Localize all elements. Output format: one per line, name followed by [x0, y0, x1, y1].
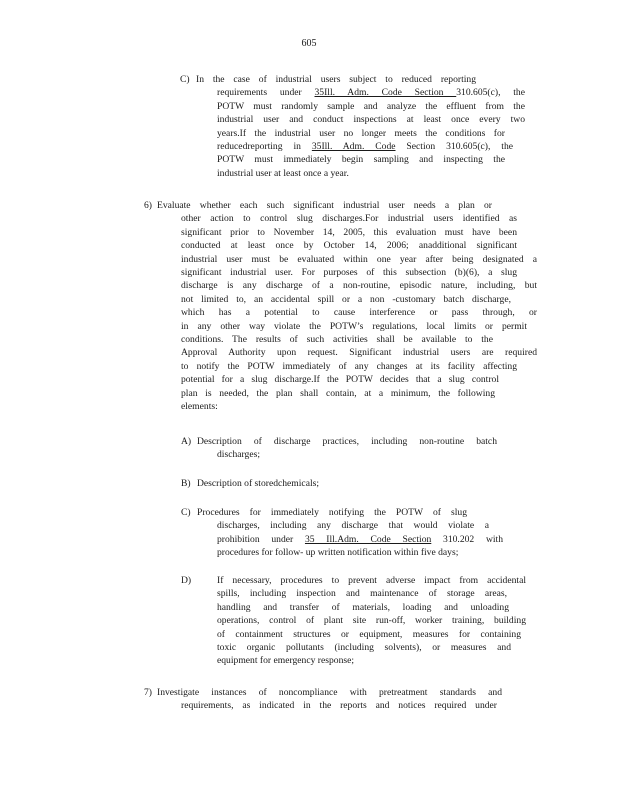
item-d-paragraph	[217, 574, 529, 668]
text-line: In the case of industrial users subject to reduced reporting	[196, 74, 476, 85]
item-7-paragraph	[157, 686, 507, 713]
text-line: requirements under 35Ill. Adm. Code Section 310.605(c), the	[217, 87, 525, 99]
text-line: industrial user must be evaluated within one year after being designated a	[181, 253, 537, 265]
text-line: elements:	[181, 401, 218, 413]
item-b-label: B)	[181, 478, 191, 489]
text-line: to notify the POTW immediately of any changes at its facility affecting	[181, 360, 517, 372]
text-line: procedures for follow- up written notification within five days;	[217, 547, 459, 559]
item-b-paragraph	[197, 477, 507, 490]
text-line: If necessary, procedures to prevent adverse impact from accidental	[217, 575, 526, 586]
text-line: Description of discharge practices, including non-routine batch	[197, 436, 497, 447]
item-d-label: D)	[181, 575, 192, 586]
text-line: prohibition under 35 Ill.Adm. Code Section 310.202 with	[217, 533, 503, 545]
text-line: industrial user at least once a year.	[217, 167, 349, 179]
text-line: reducedreporting in 35Ill. Adm. Code Section 310.605(c), the	[217, 141, 514, 153]
item-7-label: 7)	[144, 687, 152, 698]
code-citation: 35Ill. Adm. Code Section	[314, 87, 457, 99]
text-line: other action to control slug discharges.For industrial users identified as	[181, 213, 517, 225]
text-line: in any other way violate the POTW’s regulations, local limits or permit	[181, 320, 527, 332]
text-line: POTW must immediately begin sampling and inspecting the	[217, 154, 505, 166]
item-c-paragraph	[196, 73, 525, 180]
text-line: discharge is any discharge of a non-routine, episodic nature, including, but	[181, 280, 537, 292]
item-c-label: C)	[180, 74, 190, 85]
text-line: toxic organic pollutants (including solvents), or measures and	[217, 642, 511, 654]
item-6-label: 6)	[144, 200, 152, 211]
text-line: Approval Authority upon request. Significant industrial users are required	[181, 347, 537, 359]
text-line: POTW must randomly sample and analyze the effluent from the	[217, 100, 525, 112]
text-line: equipment for emergency response;	[217, 655, 355, 667]
text-line: significant prior to November 14, 2005, this evaluation must have been	[181, 226, 517, 238]
text-line: requirements, as indicated in the reports and notices required under	[181, 700, 497, 712]
text-line: handling and transfer of materials, loading and unloading	[217, 601, 509, 613]
text-line: conducted at least once by October 14, 2006; anadditional significant	[181, 240, 517, 252]
text-line: spills, including inspection and maintenance of storage areas,	[217, 588, 507, 600]
text-line: of containment structures or equipment, measures for containing	[217, 628, 521, 640]
text-line: industrial user and conduct inspections at least once every two	[217, 114, 525, 126]
text-line: which has a potential to cause interference or pass through, or	[181, 307, 537, 319]
text-line: potential for a slug discharge.If the POTW decides that a slug control	[181, 374, 499, 386]
text-line: Procedures for immediately notifying the POTW of slug	[197, 507, 467, 518]
item-a-paragraph	[197, 435, 507, 462]
text-line: Evaluate whether each such significant industrial user needs a plan or	[157, 200, 492, 211]
text-line: years.If the industrial user no longer meets the conditions for	[217, 127, 505, 139]
text-line: significant industrial user. For purposes of this subsection (b)(6), a slug	[181, 267, 517, 279]
page-number: 605	[301, 38, 317, 49]
text-line: operations, control of plant site run-off, worker training, building	[217, 615, 526, 627]
item-a-label: A)	[181, 436, 192, 447]
text-line: conditions. The results of such activities shall be available to the	[181, 334, 493, 346]
code-citation: 35Ill. Adm. Code	[311, 141, 396, 153]
item-6-paragraph	[157, 199, 539, 414]
text-line: plan is needed, the plan shall contain, at a minimum, the following	[181, 387, 495, 399]
text-line: Description of storedchemicals;	[197, 478, 320, 489]
code-citation: 35 Ill.Adm. Code Section	[304, 533, 432, 545]
item-c2-paragraph	[197, 506, 527, 560]
item-c2-label: C)	[181, 507, 191, 518]
text-line: Investigate instances of noncompliance with pretreatment standards and	[157, 687, 502, 698]
text-line: not limited to, an accidental spill or a non -customary batch discharge,	[181, 293, 511, 305]
text-line: discharges, including any discharge that would violate a	[217, 520, 489, 532]
text-line: discharges;	[217, 449, 260, 461]
